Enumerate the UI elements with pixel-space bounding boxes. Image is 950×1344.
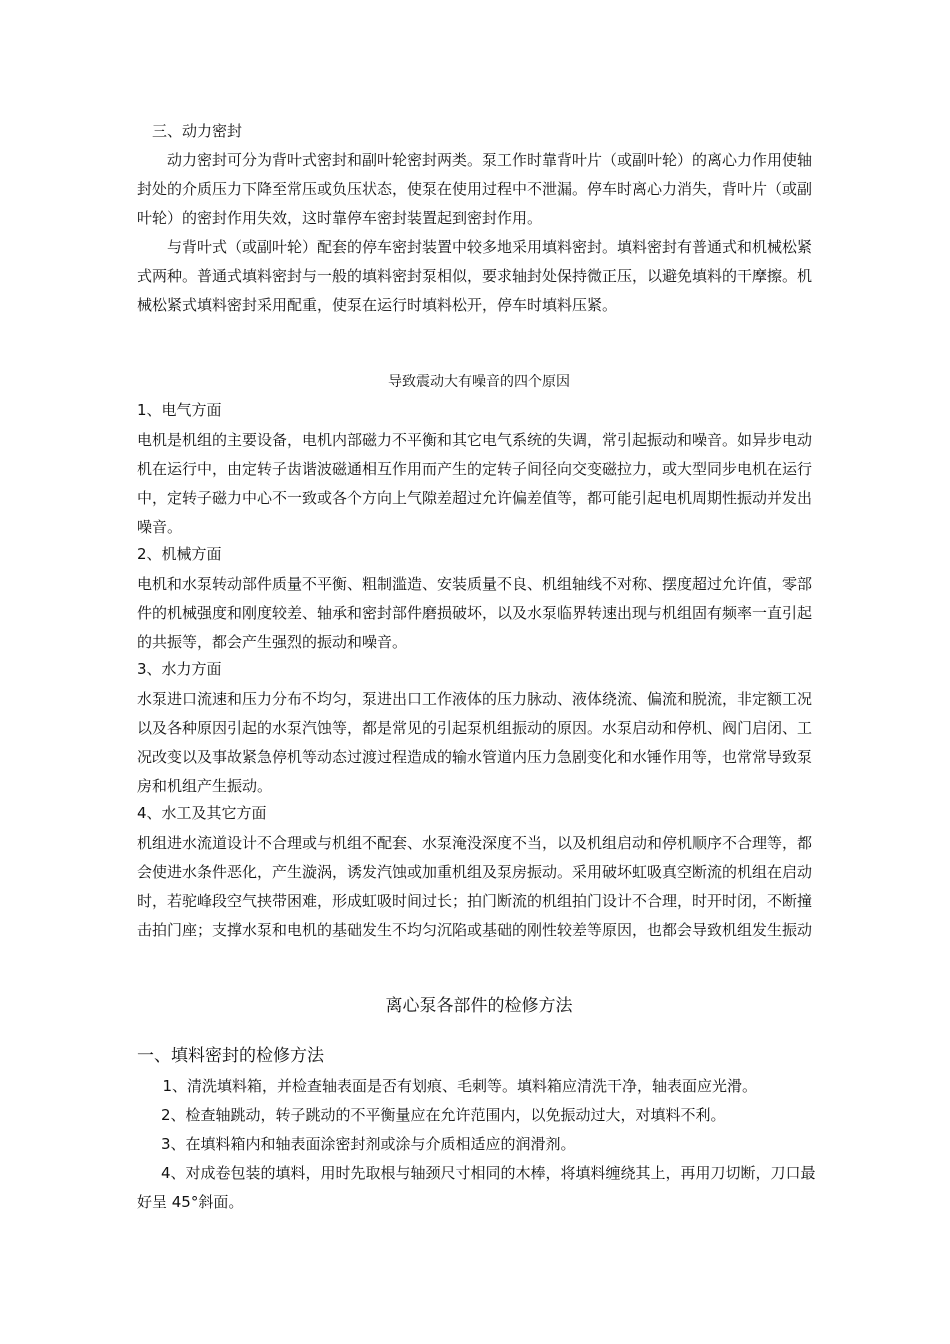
list-item: 1、清洗填料箱，并检查轴表面是否有划痕、毛刺等。填料箱应清洗干净，轴表面应光滑。 — [162, 1077, 758, 1095]
cause-text: 机组进水流道设计不合理或与机组不配套、水泵淹没深度不当，以及机组启动和停机顺序不合理等，都会使进水条件恶化，产生漩涡，诱发汽蚀或加重机组及泵房振动。采用破坏虹吸真空断流的机组在启动时，若驼峰段空气挟带困难，形成虹吸时间过长；拍门断流的机组拍门设计不合理，时开时闭，不断撞击拍门座；支撑水泵和电机的基础发生不均匀沉陷或基础的刚性较差等原因，也都会导致机组发生振动 — [137, 834, 813, 939]
section-noise-causes — [137, 398, 821, 945]
cause-heading: 3、水力方面 — [137, 660, 222, 678]
section-dynamic-seal — [137, 117, 821, 320]
cause-text: 水泵进口流速和压力分布不均匀，泵进出口工作液体的压力脉动、液体绕流、偏流和脱流，非定额工况以及各种原因引起的水泵汽蚀等，都是常见的引起泵机组振动的原因。水泵启动和停机、阀门启闭、工况改变以及事故紧急停机等动态过渡过程造成的输水管道内压力急剧变化和水锤作用等，也常常导致泵房和机组产生振动。 — [137, 690, 813, 795]
list-item: 3、在填料箱内和轴表面涂密封剂或涂与介质相适应的润滑剂。 — [161, 1135, 576, 1153]
section-subheading: 一、填料密封的检修方法 — [137, 1046, 324, 1066]
list-item: 2、检查轴跳动，转子跳动的不平衡量应在允许范围内，以免振动过大，对填料不利。 — [161, 1106, 726, 1124]
cause-text: 电机是机组的主要设备，电机内部磁力不平衡和其它电气系统的失调，常引起振动和噪音。如异步电动机在运行中，由定转子齿谐波磁通相互作用而产生的定转子间径向交变磁拉力，或大型同步电机在运行中，定转子磁力中心不一致或各个方向上气隙差超过允许偏差值等，都可能引起电机周期性振动并发出噪音。 — [137, 431, 813, 536]
repair-steps — [137, 1072, 821, 1217]
paragraph: 动力密封可分为背叶式密封和副叶轮密封两类。泵工作时靠背叶片（或副叶轮）的离心力作用使轴封处的介质压力下降至常压或负压状态，使泵在使用过程中不泄漏。停车时离心力消失，背叶片（或副叶轮）的密封作用失效，这时靠停车密封装置起到密封作用。 — [137, 151, 813, 227]
cause-heading: 1、电气方面 — [137, 401, 222, 419]
section-heading: 三、动力密封 — [152, 122, 243, 140]
paragraph: 与背叶式（或副叶轮）配套的停车密封装置中较多地采用填料密封。填料密封有普通式和机械松紧式两种。普通式填料密封与一般的填料密封泵相似，要求轴封处保持微正压，以避免填料的干摩擦。机械松紧式填料密封采用配重，使泵在运行时填料松开，停车时填料压紧。 — [137, 238, 813, 314]
section-title: 离心泵各部件的检修方法 — [385, 996, 573, 1016]
list-item: 4、对成卷包装的填料，用时先取根与轴颈尺寸相同的木棒，将填料缠绕其上，再用刀切断，刀口最好呈 45°斜面。 — [137, 1164, 816, 1211]
cause-heading: 4、水工及其它方面 — [137, 804, 267, 822]
cause-heading: 2、机械方面 — [137, 545, 222, 563]
cause-text: 电机和水泵转动部件质量不平衡、粗制滥造、安装质量不良、机组轴线不对称、摆度超过允许值，零部件的机械强度和刚度较差、轴承和密封部件磨损破坏，以及水泵临界转速出现与机组固有频率一直引起的共振等，都会产生强烈的振动和噪音。 — [137, 575, 813, 651]
section-title: 导致震动大有噪音的四个原因 — [388, 374, 570, 390]
